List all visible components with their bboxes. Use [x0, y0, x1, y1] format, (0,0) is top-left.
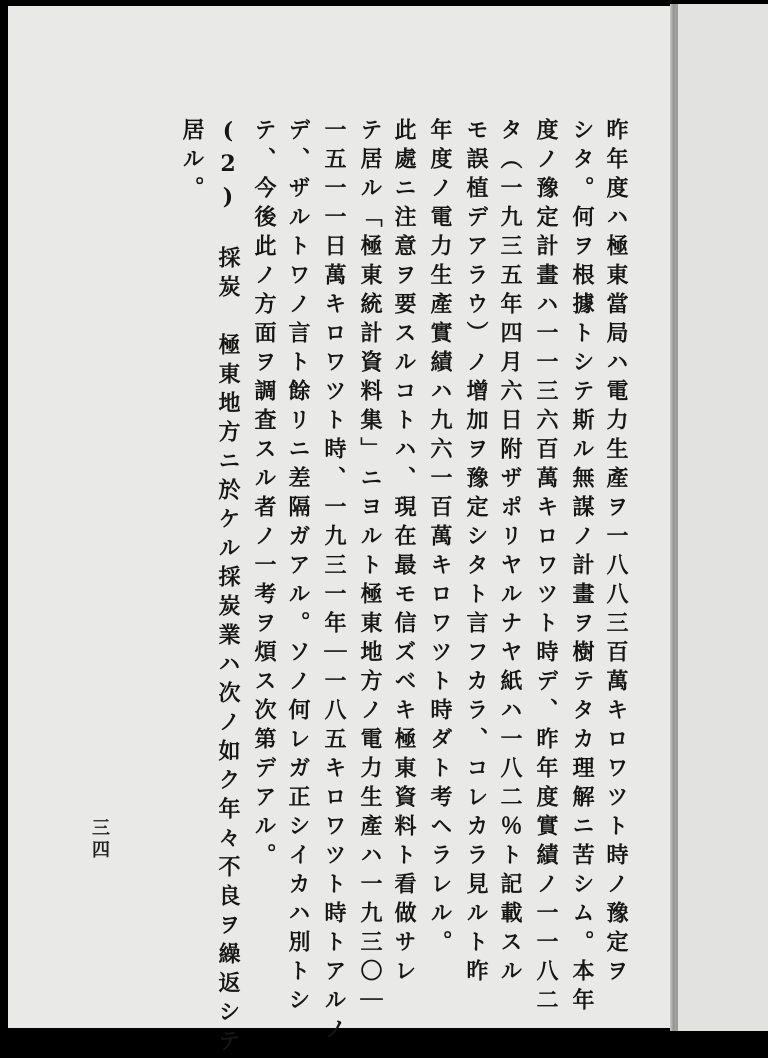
text-column: 居ル。	[179, 118, 205, 205]
text-column: 年度ノ電力生產實績ハ九六一百萬キロワツト時ダト考ヘラレル。	[427, 118, 453, 959]
next-page-edge	[676, 4, 768, 1031]
vertical-text-block	[108, 118, 629, 1058]
page-number: 三四	[89, 818, 110, 862]
book-page	[8, 6, 674, 1058]
text-column: シタ。何ヲ根據トシテ斯ル無謀ノ計畫ヲ樹テタカ理解ニ苦シム。本年	[569, 118, 595, 1017]
text-column: 此處ニ注意ヲ要スルコトハ、現在最モ信ズベキ極東資料ト看做サレ	[391, 118, 417, 988]
text-column: デ、ザルトワノ言ト餘リニ差隔ガアル。ソノ何レガ正シイカハ別トシ	[285, 118, 311, 1017]
text-column: 一五一一日萬キロワツト時、一九三一年｜一八五キロワツト時トアルノ	[321, 118, 347, 1046]
text-column: テ居ル「極東統計資料集」ニヨルト極東地方ノ電力生產ハ一九三〇｜	[357, 118, 383, 1017]
text-column: (2) 採炭 極東地方ニ於ケル採炭業ハ次ノ如ク年々不良ヲ繰返シテ	[215, 118, 241, 1058]
text-column: モ誤植デアラウ）ノ增加ヲ豫定シタト言フカラ、コレカラ見ルト昨	[463, 118, 489, 988]
text-column: 昨年度ハ極東當局ハ電力生產ヲ一八八三百萬キロワツト時ノ豫定ヲ	[603, 118, 629, 988]
text-column: タ（一九三五年四月六日附ザポリヤルナヤ紙ハ一八二％ト記載スル	[497, 118, 523, 988]
text-column: テ、今後此ノ方面ヲ調査スル者ノ一考ヲ煩ス次第デアル。	[251, 118, 277, 872]
text-column: 度ノ豫定計畫ハ一一三六百萬キロワツト時デ、昨年度實績ノ一一八二	[533, 118, 559, 1017]
